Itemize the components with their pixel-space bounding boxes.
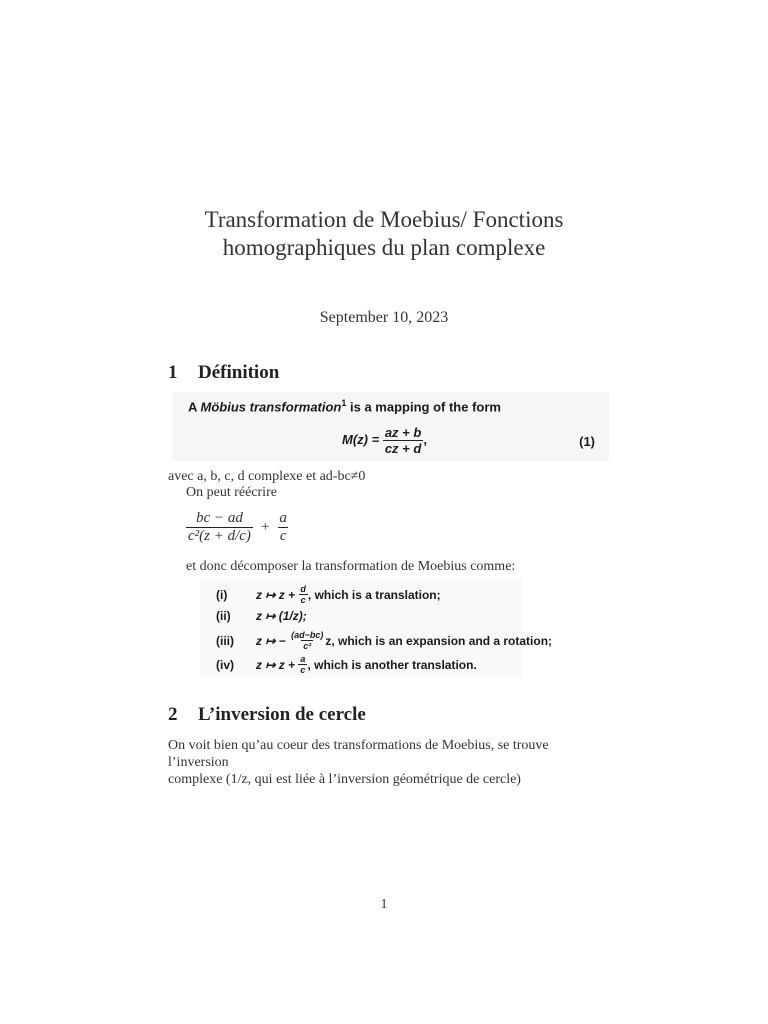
paragraph-inversion xyxy=(168,737,608,788)
step-num: (ad−bc) xyxy=(291,630,324,640)
formula-numerator-1: bc − ad xyxy=(196,510,243,526)
title-line-1: Transformation de Moebius/ Fonctions xyxy=(204,207,564,232)
step-label: (i) xyxy=(216,587,228,602)
formula-plus: + xyxy=(260,519,270,535)
step-fraction xyxy=(298,584,308,605)
step-map: z ↦ − xyxy=(256,633,286,648)
footnote-marker: 1 xyxy=(341,398,347,408)
section-number: 1 xyxy=(168,362,178,383)
step-den: c xyxy=(300,595,306,605)
definition-scan-image xyxy=(172,392,609,461)
document-title xyxy=(0,206,768,262)
step-label: (iv) xyxy=(216,657,234,672)
formula-denominator-1: c²(z + d/c) xyxy=(188,528,251,544)
paragraph-decompose: et donc décomposer la transformation de Moebius comme: xyxy=(186,559,516,574)
step-fraction xyxy=(289,630,325,651)
section-heading-inversion xyxy=(168,704,366,726)
rewritten-formula xyxy=(186,510,289,545)
step-label: (ii) xyxy=(216,609,231,623)
formula-fraction-1 xyxy=(186,510,253,545)
step-desc: z, which is an expansion and a rotation; xyxy=(325,633,553,648)
document-date: September 10, 2023 xyxy=(319,309,449,326)
definition-sentence xyxy=(188,398,501,414)
paragraph-inversion-line-1: On voit bien qu’au coeur des transformations de Moebius, se trouve l’inversion xyxy=(168,738,549,770)
section-number: 2 xyxy=(168,704,178,725)
section-title: Définition xyxy=(198,362,280,383)
formula-fraction-2 xyxy=(277,510,289,545)
equation-fraction xyxy=(383,425,424,456)
title-line-2: homographiques du plan complexe xyxy=(222,235,546,260)
section-heading-definition xyxy=(168,362,279,384)
definition-term: Möbius transformation xyxy=(200,399,342,415)
step-label: (iii) xyxy=(216,633,234,648)
decomposition-step xyxy=(216,630,552,651)
decomposition-step xyxy=(216,609,307,623)
step-num: a xyxy=(300,654,306,664)
formula-numerator-2: a xyxy=(279,510,287,526)
decomposition-step xyxy=(216,654,477,675)
decomposition-scan-image xyxy=(200,578,553,678)
page-number: 1 xyxy=(380,897,388,912)
paragraph-inversion-line-2: complexe (1/z, qui est liée à l’inversion géométrique de cercle) xyxy=(168,772,521,787)
equation-numerator: az + b xyxy=(384,425,422,440)
step-fraction xyxy=(298,654,307,675)
step-map: z ↦ z + xyxy=(256,657,296,672)
section-title: L’inversion de cercle xyxy=(198,704,366,725)
step-num: d xyxy=(300,584,306,594)
equation-comma: , xyxy=(423,431,427,447)
formula-denominator-2: c xyxy=(279,528,287,544)
mobius-equation xyxy=(342,425,427,456)
equation-lhs: M(z) = xyxy=(342,431,380,447)
paragraph-rewrite: On peut réécrire xyxy=(186,485,277,500)
step-den: c² xyxy=(303,641,312,651)
equation-denominator: cz + d xyxy=(384,441,422,456)
paragraph-conditions: avec a, b, c, d complexe et ad-bc≠0 xyxy=(168,469,366,484)
step-den: c xyxy=(300,665,306,675)
equation-number: (1) xyxy=(579,434,595,449)
step-map: z ↦ (1/z); xyxy=(256,609,307,623)
decomposition-step xyxy=(216,584,441,605)
definition-suffix: is a mapping of the form xyxy=(346,399,501,415)
step-map: z ↦ z + xyxy=(256,587,296,602)
definition-prefix: A xyxy=(188,399,201,415)
step-desc: , which is another translation. xyxy=(307,657,477,672)
step-desc: , which is a translation; xyxy=(307,587,441,602)
